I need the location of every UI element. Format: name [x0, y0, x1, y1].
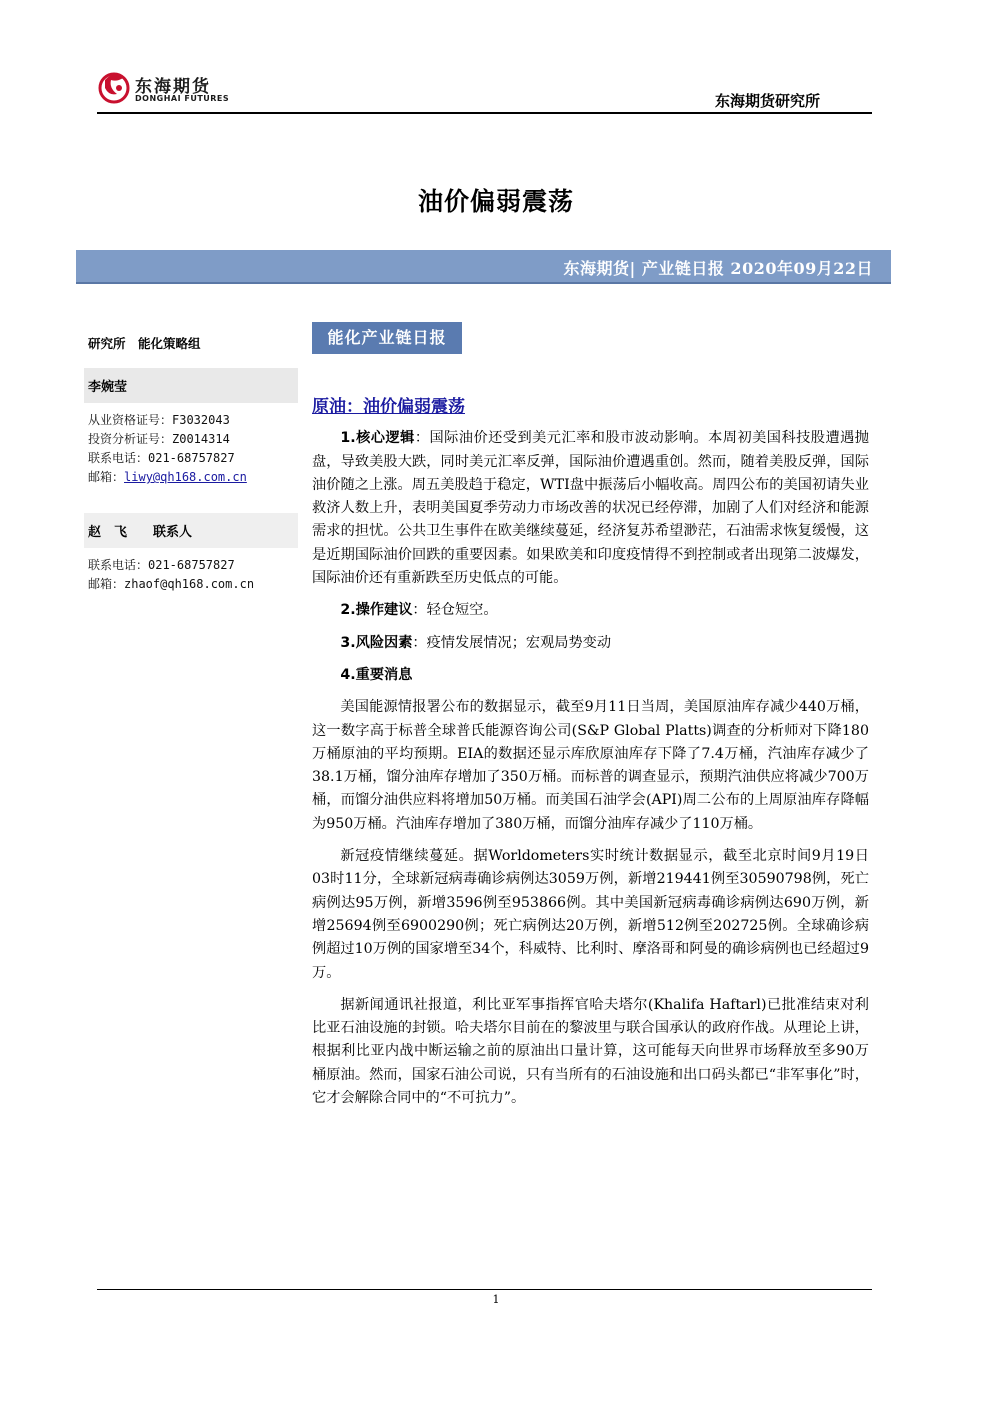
phone-number: 联系电话：021-68757827 [88, 451, 235, 465]
department-label: 研究所 能化策略组 [88, 336, 201, 351]
footer-divider [97, 1289, 872, 1290]
section-tag: 能化产业链日报 [312, 322, 462, 354]
core-logic-paragraph [312, 427, 869, 590]
operation-advice-paragraph [312, 599, 869, 622]
analysis-certificate-number: 投资分析证号：Z0014314 [88, 432, 230, 446]
contact-person-info [84, 556, 298, 594]
qualification-number: 从业资格证号：F3032043 [88, 413, 230, 427]
report-banner [76, 250, 891, 284]
news-paragraph-covid: 新冠疫情继续蔓延。据Worldometers实时统计数据显示，截至北京时间9月19日03时11分，全球新冠病毒确诊病例达3059万例，新增219441例至30590798例，死亡病例达95万例，新增3596例至953866例。其中美国新冠病毒确诊病例达690万例，新增25694例至6900290例；死亡病例达20万例，新增512例至202725例。全球确诊病例超过10万例的国家增至34个，科威特、比利时、摩洛哥和阿曼的确诊病例也已经超过9万。 [312, 848, 869, 981]
operation-advice-text: ：轻仓短空。 [412, 602, 498, 619]
analyst-contact-info [84, 411, 298, 487]
core-logic-text: ：国际油价还受到美元汇率和股市波动影响。本周初美国科技股遭遇抛盘，导致美股大跌，同时美元汇率反弹，国际油价遭遇重创。然而，随着美股反弹，国际油价随之上涨。周五美股趋于稳定，WTI盘中振荡后小幅收高。周四公布的美国初请失业救济人数上升，表明美国夏季劳动力市场改善的状况已经停滞，加剧了人们对经济和能源需求的担忧。公共卫生事件在欧美继续蔓延，经济复苏希望渺茫，石油需求恢复缓慢，这是近期国际油价回跌的重要因素。如果欧美和印度疫情得不到控制或者出现第二波爆发，国际油价还有重新跌至历史低点的可能。 [312, 430, 869, 587]
risk-factors-label: 3.风险因素 [340, 634, 413, 651]
document-title: 油价偏弱震荡 [417, 187, 574, 216]
contact-person-name: 赵 飞 联系人 [84, 513, 298, 548]
operation-advice-label: 2.操作建议 [340, 602, 413, 619]
news-paragraph-eia: 美国能源情报署公布的数据显示，截至9月11日当周，美国原油库存减少440万桶，这一数字高于标普全球普氏能源咨询公司(S&P Global Platts)调查的分析师对下降180万桶原油的平均预期。EIA的数据还显示库欣原油库存下降了7.4万桶，汽油库存减少了38.1万桶，馏分油库存增加了350万桶。而标普的调查显示，预期汽油供应将减少700万桶，而馏分油供应料将增加50万桶。而美国石油学会(API)周二公布的上周原油库存降幅为950万桶。汽油库存增加了380万桶，而馏分油库存减少了110万桶。 [312, 699, 869, 832]
header-divider [97, 112, 872, 114]
email-line [84, 468, 298, 487]
risk-factors-text: ：疫情发展情况；宏观局势变动 [412, 634, 612, 651]
analyst-sidebar [84, 330, 298, 594]
institute-name: 东海期货研究所 [714, 92, 820, 110]
page-number: 1 [492, 1293, 500, 1306]
phone-number: 联系电话：021-68757827 [88, 558, 235, 572]
analyst-name: 李婉莹 [84, 368, 298, 403]
email-label: 邮箱： [88, 470, 125, 484]
important-news-heading: 4.重要消息 [340, 666, 413, 683]
news-paragraph-libya: 据新闻通讯社报道，利比亚军事指挥官哈夫塔尔(Khalifa Haftarl)已批准结束对利比亚石油设施的封锁。哈夫塔尔目前在的黎波里与联合国承认的政府作战。从理论上讲，根据利比亚内战中断运输之前的原油出口量计算，这可能每天向世界市场释放至多90万桶原油。然而，国家石油公司说，只有当所有的石油设施和出口码头都已“非军事化”时，它才会解除合同中的“不可抗力”。 [312, 996, 869, 1107]
risk-factors-paragraph [312, 632, 869, 655]
email-line: 邮箱：zhaof@qh168.com.cn [88, 577, 255, 591]
section-title-link[interactable]: 原油：油价偏弱震荡 [312, 397, 465, 417]
donghai-logo-icon [97, 68, 131, 106]
page-header [97, 64, 872, 114]
logo-english-name: DONGHAI FUTURES [135, 94, 230, 103]
main-content [312, 396, 869, 1119]
banner-text: 东海期货| 产业链日报 2020年09月22日 [563, 259, 873, 278]
core-logic-label: 1.核心逻辑 [340, 430, 415, 447]
email-link[interactable]: liwy@qh168.com.cn [124, 470, 247, 484]
logo-chinese-name: 东海期货 [135, 77, 211, 97]
